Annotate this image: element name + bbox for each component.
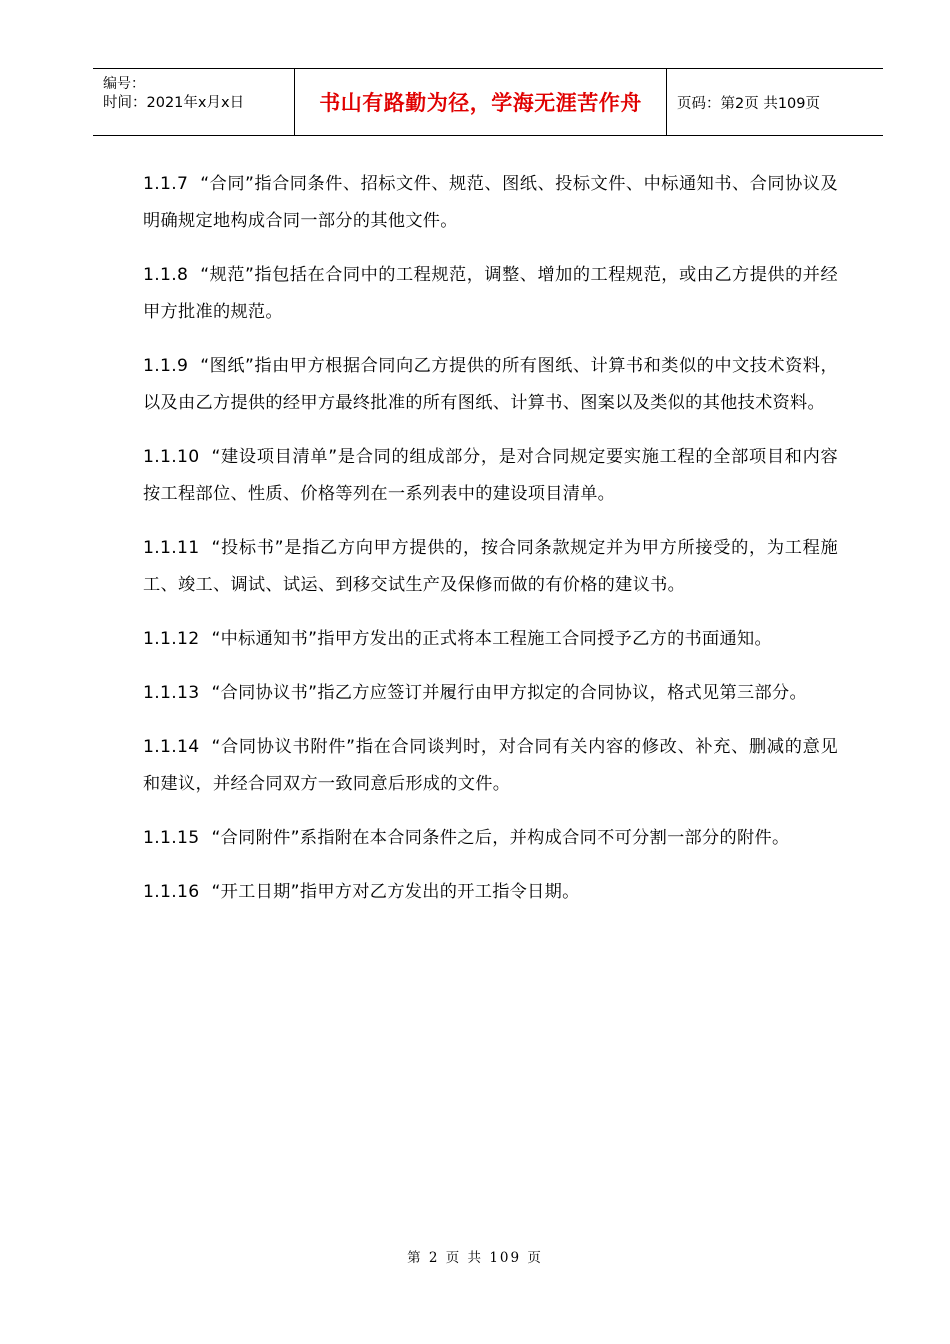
clause-number: 1.1.10: [143, 447, 200, 467]
clause-paragraph: [143, 439, 838, 513]
clause-text: “合同”指合同条件、招标文件、规范、图纸、投标文件、中标通知书、合同协议及明确规定地构成合同一部分的其他文件。: [143, 174, 838, 231]
header-motto-cell: [295, 69, 667, 135]
clause-paragraph: [143, 874, 838, 911]
clause-text: “开工日期”指甲方对乙方发出的开工指令日期。: [211, 882, 580, 902]
clause-text: “合同协议书”指乙方应签订并履行由甲方拟定的合同协议，格式见第三部分。: [211, 683, 807, 703]
clause-paragraph: [143, 257, 838, 331]
clause-paragraph: [143, 348, 838, 422]
clause-number: 1.1.14: [143, 737, 200, 757]
clause-number: 1.1.11: [143, 538, 200, 558]
clause-text: “合同附件”系指附在本合同条件之后，并构成合同不可分割一部分的附件。: [211, 828, 790, 848]
document-body: [143, 166, 838, 928]
header-page-info: 页码：第2页 共109页: [677, 95, 821, 112]
header-page-cell: [667, 69, 883, 135]
clause-paragraph: [143, 820, 838, 857]
clause-text: “建设项目清单”是合同的组成部分，是对合同规定要实施工程的全部项目和内容按工程部位、性质、价格等列在一系列表中的建设项目清单。: [143, 447, 838, 504]
clause-number: 1.1.15: [143, 828, 200, 848]
clause-text: “合同协议书附件”指在合同谈判时，对合同有关内容的修改、补充、删减的意见和建议，并经合同双方一致同意后形成的文件。: [143, 737, 838, 794]
clause-number: 1.1.13: [143, 683, 200, 703]
clause-paragraph: [143, 675, 838, 712]
clause-text: “投标书”是指乙方向甲方提供的，按合同条款规定并为甲方所接受的，为工程施工、竣工、调试、试运、到移交试生产及保修而做的有价格的建议书。: [143, 538, 838, 595]
clause-paragraph: [143, 166, 838, 240]
clause-number: 1.1.12: [143, 629, 200, 649]
header-meta-cell: [93, 69, 295, 135]
page-footer: 第 2 页 共 109 页: [407, 1250, 543, 1266]
header-motto: 书山有路勤为径，学海无涯苦作舟: [319, 91, 642, 115]
clause-text: “规范”指包括在合同中的工程规范，调整、增加的工程规范，或由乙方提供的并经甲方批准的规范。: [143, 265, 838, 322]
clause-paragraph: [143, 621, 838, 658]
clause-text: “中标通知书”指甲方发出的正式将本工程施工合同授予乙方的书面通知。: [211, 629, 772, 649]
clause-number: 1.1.7: [143, 174, 189, 194]
clause-text: “图纸”指由甲方根据合同向乙方提供的所有图纸、计算书和类似的中文技术资料，以及由乙方提供的经甲方最终批准的所有图纸、计算书、图案以及类似的其他技术资料。: [143, 356, 838, 413]
clause-number: 1.1.9: [143, 356, 189, 376]
clause-number: 1.1.8: [143, 265, 189, 285]
page-header: [93, 68, 883, 136]
serial-number-label: 编号：: [103, 76, 145, 92]
header-time: 时间：2021年x月x日: [103, 95, 245, 111]
clause-paragraph: [143, 530, 838, 604]
clause-paragraph: [143, 729, 838, 803]
clause-number: 1.1.16: [143, 882, 200, 902]
